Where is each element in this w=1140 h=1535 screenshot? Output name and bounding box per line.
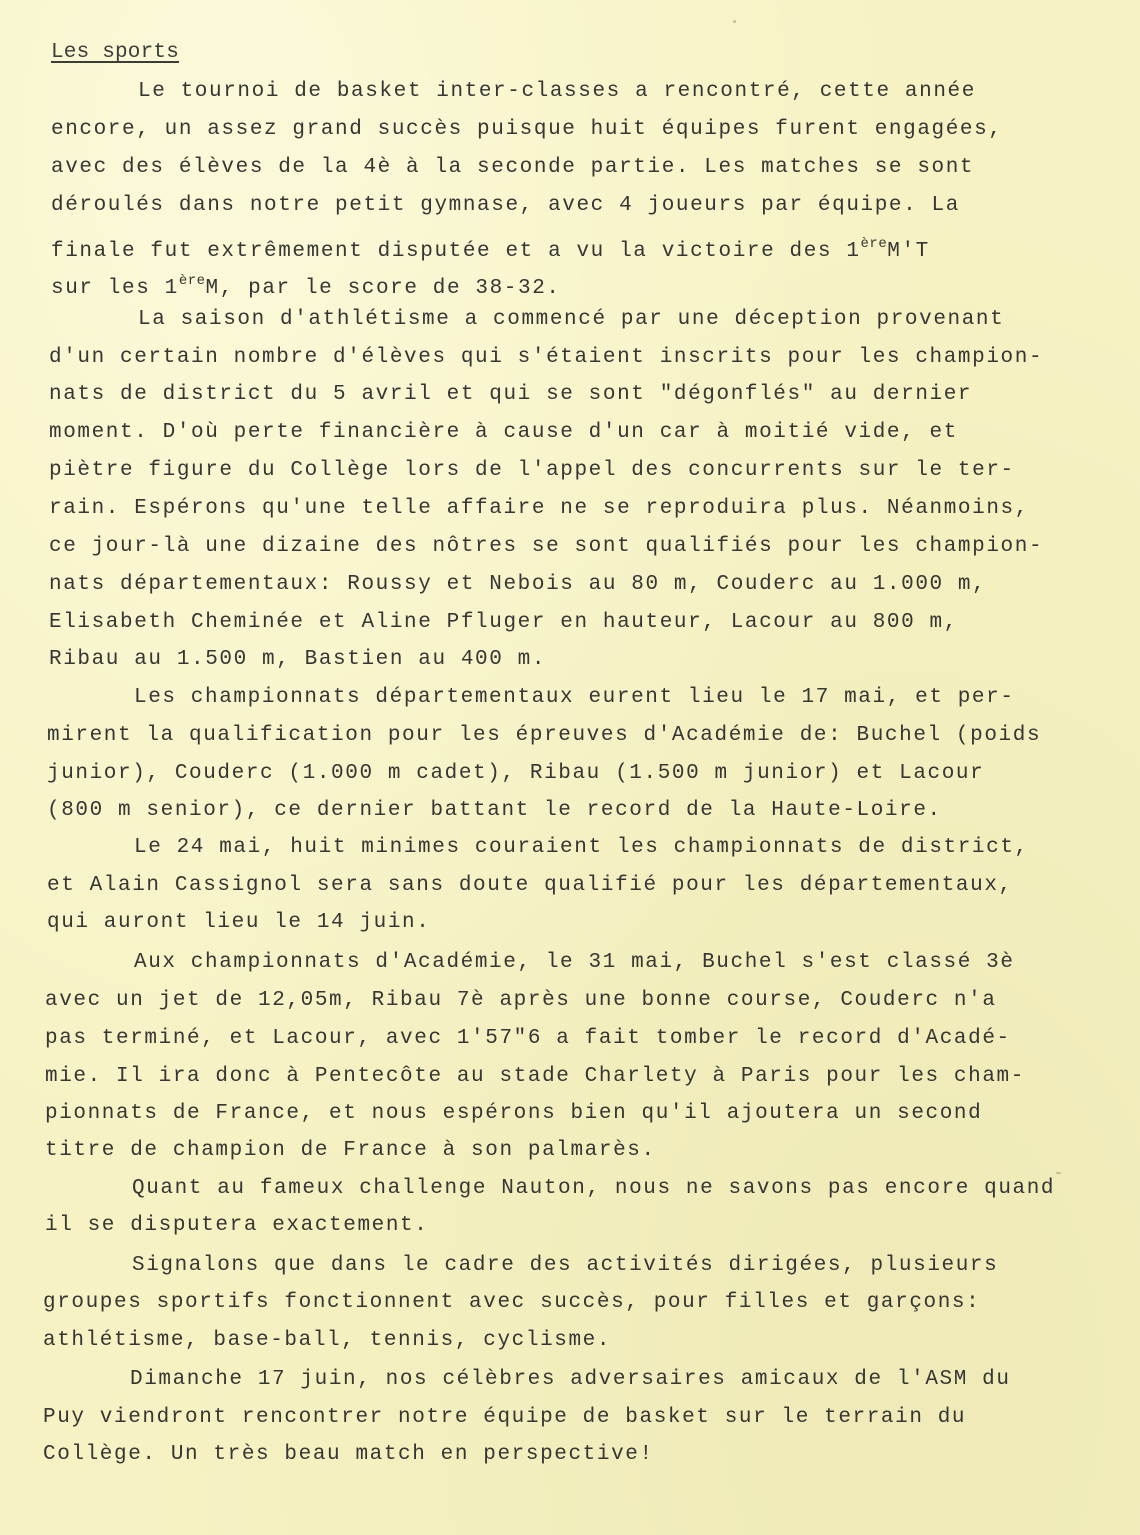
text-line: nats départementaux: Roussy et Nebois au 80 m, Couderc au 1.000 m,: [49, 573, 987, 596]
text-line: encore, un assez grand succès puisque huit équipes furent engagées,: [51, 118, 1003, 141]
text-line: mirent la qualification pour les épreuves d'Académie de: Buchel (poids: [47, 724, 1042, 747]
text-line: piètre figure du Collège lors de l'appel des concurrents sur le ter-: [49, 459, 1015, 482]
text-line: moment. D'où perte financière à cause d'un car à moitié vide, et: [49, 421, 958, 444]
text-line: Ribau au 1.500 m, Bastien au 400 m.: [49, 648, 547, 671]
page-title: Les sports: [51, 41, 180, 64]
text-line: titre de champion de France à son palmarès.: [45, 1139, 656, 1162]
paper-speck: [733, 20, 736, 23]
text-line: avec un jet de 12,05m, Ribau 7è après une bonne course, Couderc n'a: [45, 989, 997, 1012]
text-line: pas terminé, et Lacour, avec 1'57"6 a fait tomber le record d'Acadé-: [45, 1027, 1011, 1050]
text-fragment: M'T: [887, 240, 930, 263]
paper-speck: [1056, 1172, 1061, 1174]
text-line: junior), Couderc (1.000 m cadet), Ribau (1.500 m junior) et Lacour: [47, 762, 985, 785]
text-line: Le tournoi de basket inter-classes a rencontré, cette année: [138, 80, 976, 103]
text-line: mie. Il ira donc à Pentecôte au stade Charlety à Paris pour les cham-: [45, 1065, 1025, 1088]
text-fragment: finale fut extrêmement disputée et a vu la victoire des 1: [51, 240, 861, 263]
text-line: Quant au fameux challenge Nauton, nous ne savons pas encore quand: [132, 1177, 1056, 1200]
text-line: Collège. Un très beau match en perspective!: [43, 1443, 654, 1466]
text-line: La saison d'athlétisme a commencé par une déception provenant: [138, 308, 1005, 331]
text-line: Puy viendront rencontrer notre équipe de basket sur le terrain du: [43, 1406, 967, 1429]
text-line: Signalons que dans le cadre des activités dirigées, plusieurs: [132, 1254, 999, 1277]
text-line: athlétisme, base-ball, tennis, cyclisme.: [43, 1329, 612, 1352]
text-line: Aux championnats d'Académie, le 31 mai, Buchel s'est classé 3è: [134, 951, 1015, 974]
text-line: pionnats de France, et nous espérons bien qu'il ajoutera un second: [45, 1102, 983, 1125]
text-line: déroulés dans notre petit gymnase, avec 4 joueurs par équipe. La: [51, 194, 960, 217]
text-line: Le 24 mai, huit minimes couraient les championnats de district,: [134, 836, 1029, 859]
text-line: (800 m senior), ce dernier battant le record de la Haute-Loire.: [47, 799, 942, 822]
text-line: rain. Espérons qu'une telle affaire ne se reproduira plus. Néanmoins,: [49, 497, 1029, 520]
text-line: Dimanche 17 juin, nos célèbres adversaires amicaux de l'ASM du: [130, 1368, 1011, 1391]
text-line: [51, 231, 930, 265]
superscript: ère: [860, 236, 888, 252]
text-line: Les championnats départementaux eurent lieu le 17 mai, et per-: [134, 686, 1015, 709]
text-line: d'un certain nombre d'élèves qui s'étaient inscrits pour les champion-: [49, 346, 1044, 369]
text-line: nats de district du 5 avril et qui se sont "dégonflés" au dernier: [49, 383, 973, 406]
text-line: [51, 268, 561, 302]
text-line: et Alain Cassignol sera sans doute qualifié pour les départementaux,: [47, 874, 1013, 897]
text-fragment: sur les 1: [51, 277, 179, 300]
text-line: qui auront lieu le 14 juin.: [47, 911, 431, 934]
text-line: avec des élèves de la 4è à la seconde partie. Les matches se sont: [51, 156, 975, 179]
superscript: ère: [178, 273, 206, 289]
text-line: Elisabeth Cheminée et Aline Pfluger en hauteur, Lacour au 800 m,: [49, 611, 958, 634]
text-line: ce jour-là une dizaine des nôtres se sont qualifiés pour les champion-: [49, 535, 1044, 558]
text-line: groupes sportifs fonctionnent avec succès, pour filles et garçons:: [43, 1291, 981, 1314]
text-fragment: M, par le score de 38-32.: [205, 277, 561, 300]
text-line: il se disputera exactement.: [45, 1214, 429, 1237]
